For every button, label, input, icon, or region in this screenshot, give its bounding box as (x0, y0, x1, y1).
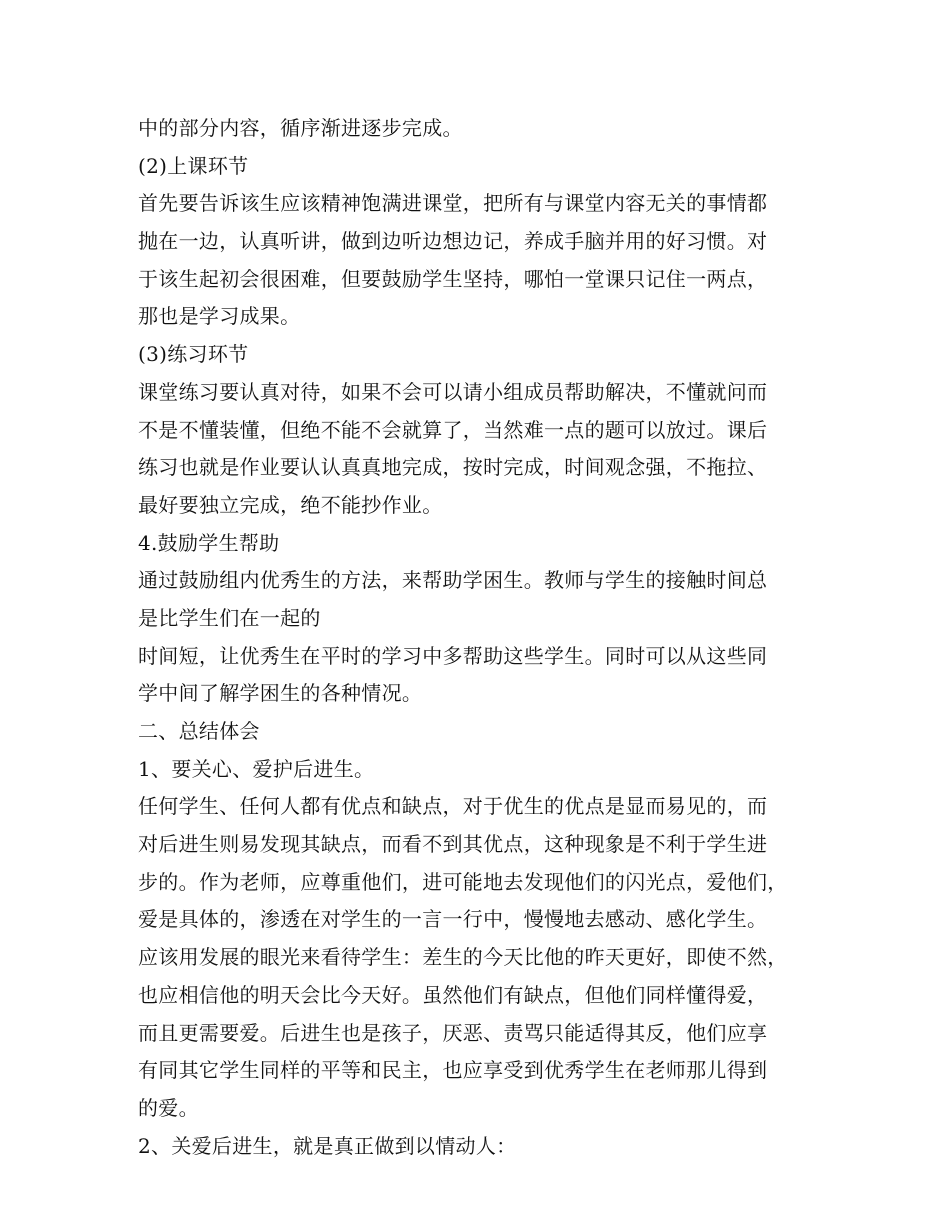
section-heading: 二、总结体会 (138, 719, 260, 743)
subsection-heading: 2、关爱后进生，就是真正做到以情动人： (138, 1133, 517, 1158)
text-line: 步的。作为老师，应尊重他们，进可能地去发现他们的闪光点，爱他们， (138, 869, 788, 894)
text-line: 学中间了解学困生的各种情况。 (138, 681, 423, 706)
document-body (138, 110, 838, 1165)
text-line: 是比学生们在一起的 (138, 605, 321, 630)
text-line: 抛在一边，认真听讲，做到边听边想边记，养成手脑并用的好习惯。对 (138, 229, 768, 254)
subsection-heading: 1、要关心、爱护后进生。 (138, 756, 375, 781)
text-line: 对后进生则易发现其缺点，而看不到其优点，这种现象是不利于学生进 (138, 832, 768, 857)
section-heading: 4.鼓励学生帮助 (138, 530, 280, 555)
text-line: 时间短，让优秀生在平时的学习中多帮助这些学生。同时可以从这些同 (138, 643, 768, 668)
text-line: 而且更需要爱。后进生也是孩子，厌恶、责骂只能适得其反，他们应享 (138, 1020, 768, 1045)
text-line: 那也是学习成果。 (138, 304, 301, 329)
section-heading: (2)上课环节 (138, 153, 249, 178)
text-line: 首先要告诉该生应该精神饱满进课堂，把所有与课堂内容无关的事情都 (138, 191, 768, 216)
text-line: 于该生起初会很困难，但要鼓励学生坚持，哪怕一堂课只记住一两点， (138, 266, 768, 291)
text-line: 爱是具体的，渗透在对学生的一言一行中，慢慢地去感动、感化学生。 (138, 907, 768, 932)
text-line: 应该用发展的眼光来看待学生：差生的今天比他的昨天更好，即使不然， (138, 945, 788, 970)
text-line: 练习也就是作业要认认真真地完成，按时完成，时间观念强，不拖拉、 (138, 455, 768, 480)
text-line: 中的部分内容，循序渐进逐步完成。 (138, 116, 463, 140)
text-line: 也应相信他的明天会比今天好。虽然他们有缺点，但他们同样懂得爱， (138, 982, 768, 1007)
text-line: 不是不懂装懂，但绝不能不会就算了，当然难一点的题可以放过。课后 (138, 417, 768, 442)
section-heading: (3)练习环节 (138, 342, 249, 367)
text-line: 任何学生、任何人都有优点和缺点，对于优生的优点是显而易见的，而 (138, 794, 768, 819)
text-line: 通过鼓励组内优秀生的方法，来帮助学困生。教师与学生的接触时间总 (138, 568, 768, 593)
text-line: 课堂练习要认真对待，如果不会可以请小组成员帮助解决，不懂就问而 (138, 379, 768, 404)
text-line: 最好要独立完成，绝不能抄作业。 (138, 492, 443, 517)
text-line: 的爱。 (138, 1095, 199, 1120)
text-line: 有同其它学生同样的平等和民主，也应享受到优秀学生在老师那儿得到 (138, 1058, 768, 1083)
